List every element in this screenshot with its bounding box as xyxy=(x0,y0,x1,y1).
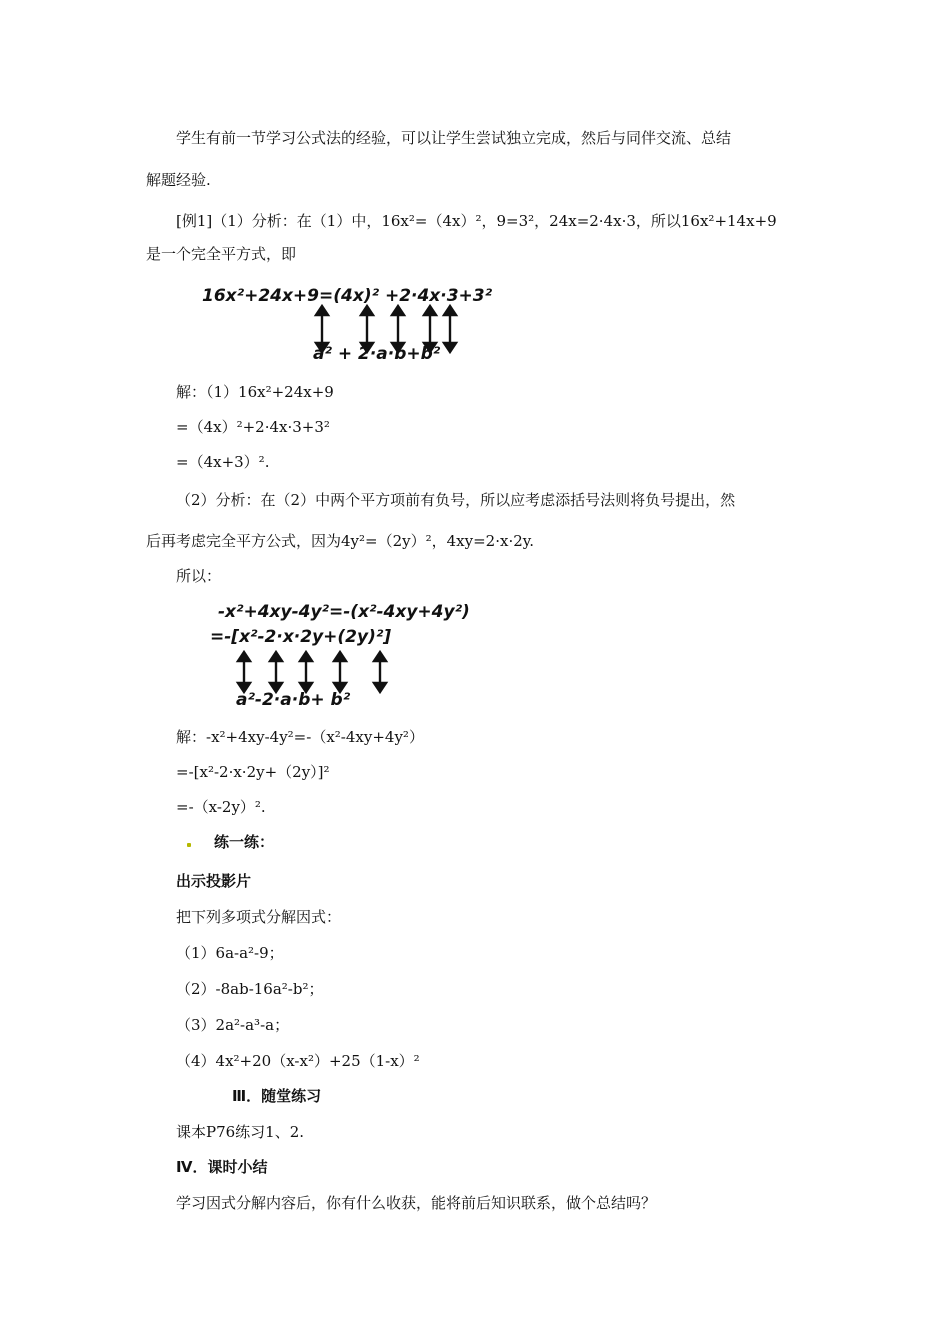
practice-item-4: （4）4x²+20（x-x²）+25（1-x）² xyxy=(176,1052,420,1070)
practice-show-slide: 出示投影片 xyxy=(176,872,252,890)
bullet-mark xyxy=(187,843,191,847)
example1-solution-line-1: 解：（1）16x²+24x+9 xyxy=(176,383,334,401)
example1-solution-line-3: =（4x+3）². xyxy=(176,453,270,471)
section4-text: 学习因式分解内容后，你有什么收获，能将前后知识联系，做个总结吗？ xyxy=(176,1194,657,1212)
example1-solution-line-2: =（4x）²+2·4x·3+3² xyxy=(176,418,330,436)
example2-solution-line-1: 解：-x²+4xy-4y²=-（x²-4xy+4y²） xyxy=(176,728,424,746)
practice-item-2: （2）-8ab-16a²-b²； xyxy=(176,980,324,998)
example2-solution-line-2: =-[x²-2·x·2y+（2y）]² xyxy=(176,763,330,781)
example2-analysis-line-1: （2）分析：在（2）中两个平方项前有负号，所以应考虑添括号法则将负号提出，然 xyxy=(176,491,736,509)
section3-text: 课本P76练习1、2. xyxy=(176,1123,305,1141)
diagram2-line-2: =-[x²-2·x·2y+(2y)²] xyxy=(210,627,392,647)
diagram2-bottom-formula: a²-2·a·b+ b² xyxy=(236,690,351,710)
diagram1-bottom-formula: a² + 2·a·b+b² xyxy=(313,344,441,364)
intro-line-1: 学生有前一节学习公式法的经验，可以让学生尝试独立完成，然后与同伴交流、总结 xyxy=(176,129,732,147)
practice-item-1: （1）6a-a²-9； xyxy=(176,944,284,962)
example1-analysis-line-1: [例1]（1）分析：在（1）中，16x²=（4x）²，9=3²，24x=2·4x·3，所以16x²+14x+9 xyxy=(176,212,777,230)
intro-line-2: 解题经验. xyxy=(146,171,211,189)
example2-analysis-line-2: 后再考虑完全平方公式，因为4y²=（2y）²，4xy=2·x·2y. xyxy=(146,532,535,550)
diagram2-line-1: -x²+4xy-4y²=-(x²-4xy+4y²) xyxy=(218,602,470,622)
practice-item-3: （3）2a²-a³-a； xyxy=(176,1016,290,1034)
practice-heading: 练一练： xyxy=(214,833,275,851)
diagram2-arrows xyxy=(230,652,400,692)
example2-solution-line-3: =-（x-2y）². xyxy=(176,798,266,816)
section3-heading: Ⅲ．随堂练习 xyxy=(232,1087,322,1105)
section4-heading: Ⅳ．课时小结 xyxy=(176,1158,268,1176)
example2-so-label: 所以： xyxy=(176,567,222,585)
example1-analysis-line-2: 是一个完全平方式，即 xyxy=(146,245,297,263)
practice-instruction: 把下列多项式分解因式： xyxy=(176,908,342,926)
diagram1-top-formula: 16x²+24x+9=(4x)² +2·4x·3+3² xyxy=(202,286,493,306)
